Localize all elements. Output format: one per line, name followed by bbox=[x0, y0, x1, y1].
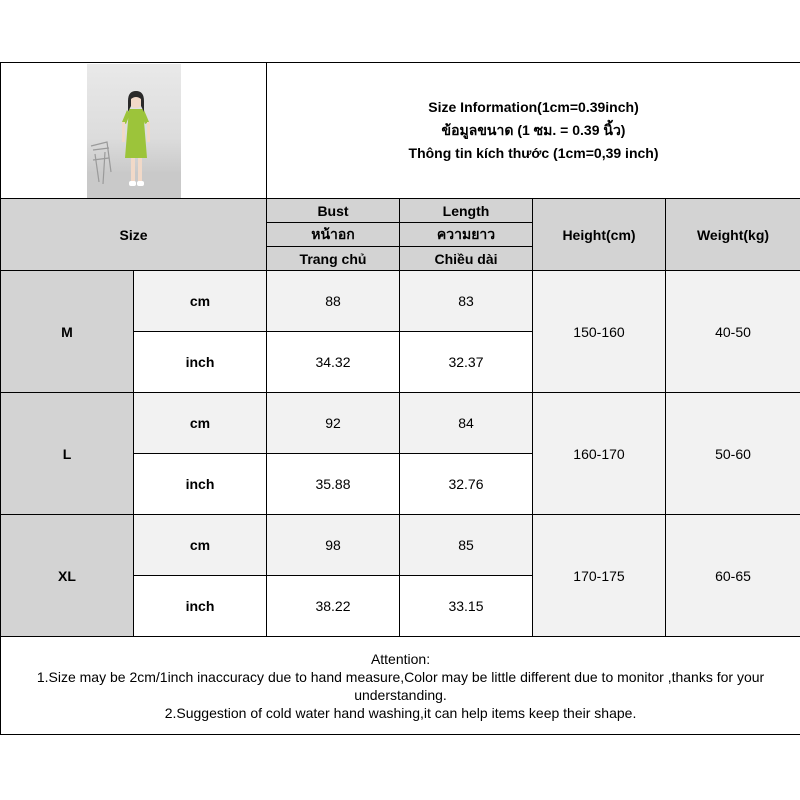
length-inch-l: 32.76 bbox=[400, 454, 533, 515]
height-header: Height(cm) bbox=[533, 199, 666, 271]
size-info-th: ข้อมูลขนาด (1 ซม. = 0.39 นิ้ว) bbox=[441, 122, 626, 138]
size-label-m: M bbox=[1, 271, 134, 393]
height-xl: 170-175 bbox=[533, 515, 666, 637]
bust-inch-l: 35.88 bbox=[267, 454, 400, 515]
size-label-xl: XL bbox=[1, 515, 134, 637]
size-info-cell bbox=[267, 63, 800, 199]
attention-title: Attention: bbox=[370, 650, 431, 667]
length-cm-l: 84 bbox=[400, 393, 533, 454]
size-table bbox=[0, 62, 800, 735]
bust-inch-m: 34.32 bbox=[267, 332, 400, 393]
unit-cm-m: cm bbox=[134, 271, 267, 332]
model-photo bbox=[87, 64, 181, 198]
unit-inch-m: inch bbox=[134, 332, 267, 393]
photo-cell bbox=[1, 63, 267, 199]
length-inch-m: 32.37 bbox=[400, 332, 533, 393]
size-info-en: Size Information(1cm=0.39inch) bbox=[428, 99, 639, 115]
bust-inch-xl: 38.22 bbox=[267, 576, 400, 637]
model-photo-icon bbox=[87, 64, 181, 198]
length-inch-xl: 33.15 bbox=[400, 576, 533, 637]
weight-xl: 60-65 bbox=[666, 515, 800, 637]
length-cm-m: 83 bbox=[400, 271, 533, 332]
weight-l: 50-60 bbox=[666, 393, 800, 515]
bust-cm-m: 88 bbox=[267, 271, 400, 332]
attention-line-2: 2.Suggestion of cold water hand washing,it can help items keep their shape. bbox=[164, 704, 637, 721]
length-header-vi: Chiều dài bbox=[400, 247, 533, 271]
length-header-th: ความยาว bbox=[400, 223, 533, 247]
bust-cm-l: 92 bbox=[267, 393, 400, 454]
height-m: 150-160 bbox=[533, 271, 666, 393]
height-l: 160-170 bbox=[533, 393, 666, 515]
length-header-en: Length bbox=[400, 199, 533, 223]
unit-cm-xl: cm bbox=[134, 515, 267, 576]
attention-line-1: 1.Size may be 2cm/1inch inaccuracy due to hand measure,Color may be little different due to monitor ,thanks for your understanding. bbox=[36, 668, 765, 703]
unit-inch-xl: inch bbox=[134, 576, 267, 637]
attention-notes bbox=[1, 637, 800, 735]
weight-m: 40-50 bbox=[666, 271, 800, 393]
size-label-l: L bbox=[1, 393, 134, 515]
size-chart bbox=[0, 62, 800, 738]
unit-inch-l: inch bbox=[134, 454, 267, 515]
bust-header-th: หน้าอก bbox=[267, 223, 400, 247]
length-cm-xl: 85 bbox=[400, 515, 533, 576]
unit-cm-l: cm bbox=[134, 393, 267, 454]
bust-header-vi: Trang chủ bbox=[267, 247, 400, 271]
weight-header: Weight(kg) bbox=[666, 199, 800, 271]
bust-header-en: Bust bbox=[267, 199, 400, 223]
bust-cm-xl: 98 bbox=[267, 515, 400, 576]
size-info-vi: Thông tin kích thước (1cm=0,39 inch) bbox=[408, 145, 659, 161]
size-header: Size bbox=[1, 199, 267, 271]
